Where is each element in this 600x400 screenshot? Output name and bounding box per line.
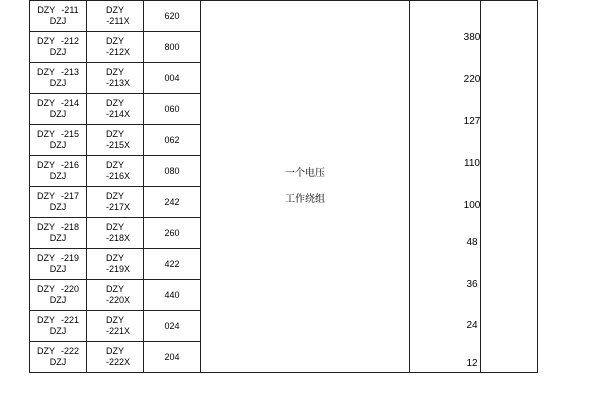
type-b-pair [87, 98, 143, 120]
type-a-top-prefix: DZY [36, 284, 55, 294]
type-a-bottom-prefix: DZJ [49, 78, 67, 88]
cell-code [144, 156, 201, 187]
type-b-suffix: -219X [105, 264, 131, 274]
type-b-top-line [87, 253, 143, 264]
cell-type-b [87, 342, 144, 373]
type-a-pair [30, 315, 86, 337]
type-a-bottom-prefix: DZJ [49, 16, 67, 26]
type-a-bottom-prefix: DZJ [49, 202, 67, 212]
type-a-top-prefix: DZY [36, 160, 55, 170]
type-a-pair [30, 346, 86, 368]
cell-voltage-values [410, 1, 481, 373]
cell-blank [481, 1, 538, 373]
type-b-top-line [87, 67, 143, 78]
cell-code [144, 125, 201, 156]
cell-code [144, 249, 201, 280]
type-b-pair [87, 253, 143, 275]
type-b-bottom-line [87, 295, 143, 306]
type-a-top-prefix: DZY [36, 98, 55, 108]
cell-type-b [87, 187, 144, 218]
type-a-top-line [30, 222, 86, 233]
cell-type-b [87, 311, 144, 342]
type-b-bottom-line [87, 47, 143, 58]
type-a-top-line [30, 346, 86, 357]
cell-type-a [30, 63, 87, 94]
type-b-top-prefix: DZY [106, 98, 124, 108]
type-b-suffix: -220X [105, 295, 131, 305]
type-a-pair [30, 160, 86, 182]
type-b-bottom-line [87, 171, 143, 182]
type-b-top-prefix: DZY [106, 284, 124, 294]
type-b-top-prefix: DZY [106, 315, 124, 325]
type-a-bottom-prefix: DZJ [49, 357, 67, 367]
code-text: 800 [164, 41, 180, 52]
type-a-top-line [30, 315, 86, 326]
type-b-top-line [87, 346, 143, 357]
type-a-top-suffix: -222 [60, 346, 79, 356]
code-text: 422 [164, 258, 180, 269]
type-a-pair [30, 129, 86, 151]
type-b-pair [87, 315, 143, 337]
type-a-bottom-prefix: DZJ [49, 264, 67, 274]
type-b-bottom-line [87, 326, 143, 337]
type-a-pair [30, 36, 86, 58]
type-a-bottom-line [30, 295, 86, 306]
type-b-pair [87, 284, 143, 306]
type-a-top-line [30, 98, 86, 109]
type-a-bottom-line [30, 109, 86, 120]
cell-code [144, 311, 201, 342]
type-b-top-line [87, 36, 143, 47]
cell-type-b [87, 156, 144, 187]
winding-note-line1: 一个电压 [285, 167, 325, 179]
cell-code [144, 218, 201, 249]
type-b-pair [87, 5, 143, 27]
type-a-bottom-line [30, 233, 86, 244]
type-a-top-line [30, 5, 86, 16]
voltage-value: 100 [463, 200, 481, 211]
type-a-top-suffix: -219 [60, 253, 79, 263]
type-a-top-prefix: DZY [36, 315, 55, 325]
type-a-bottom-prefix: DZJ [49, 233, 67, 243]
type-a-top-line [30, 191, 86, 202]
type-b-top-prefix: DZY [106, 129, 124, 139]
type-a-top-suffix: -211 [61, 5, 79, 15]
type-b-suffix: -214X [105, 109, 131, 119]
table-row [30, 1, 538, 32]
type-a-bottom-line [30, 357, 86, 368]
type-a-top-suffix: -214 [60, 98, 79, 108]
type-a-top-prefix: DZY [36, 253, 55, 263]
type-a-top-line [30, 253, 86, 264]
type-a-top-line [30, 67, 86, 78]
type-a-top-prefix: DZY [36, 191, 55, 201]
cell-type-a [30, 94, 87, 125]
type-b-top-line [87, 129, 143, 140]
code-text: 242 [164, 196, 180, 207]
type-b-bottom-line [87, 16, 143, 27]
type-b-top-line [87, 160, 143, 171]
table-body [30, 1, 538, 373]
type-b-bottom-line [87, 140, 143, 151]
type-b-suffix: -212X [105, 47, 131, 57]
type-b-top-line [87, 315, 143, 326]
type-a-top-prefix: DZY [36, 36, 55, 46]
type-a-top-suffix: -215 [60, 129, 79, 139]
type-b-top-line [87, 98, 143, 109]
type-b-pair [87, 129, 143, 151]
cell-type-a [30, 342, 87, 373]
type-b-pair [87, 222, 143, 244]
cell-type-a [30, 311, 87, 342]
type-a-bottom-line [30, 202, 86, 213]
type-b-bottom-line [87, 202, 143, 213]
cell-type-b [87, 249, 144, 280]
type-a-top-suffix: -220 [60, 284, 79, 294]
cell-type-b [87, 218, 144, 249]
cell-type-b [87, 125, 144, 156]
cell-type-a [30, 1, 87, 32]
voltage-value: 110 [464, 158, 480, 169]
code-text: 024 [164, 320, 180, 331]
type-b-suffix: -218X [105, 233, 131, 243]
cell-code [144, 94, 201, 125]
specification-table [29, 0, 538, 373]
cell-type-b [87, 63, 144, 94]
type-a-pair [30, 98, 86, 120]
type-b-suffix: -215X [105, 140, 131, 150]
cell-code [144, 187, 201, 218]
type-b-top-prefix: DZY [106, 253, 124, 263]
type-a-top-suffix: -212 [60, 36, 79, 46]
voltage-value: 36 [466, 279, 478, 290]
type-a-top-line [30, 129, 86, 140]
type-b-suffix: -216X [105, 171, 131, 181]
type-a-top-prefix: DZY [36, 346, 55, 356]
type-a-top-prefix: DZY [36, 222, 55, 232]
type-a-top-suffix: -218 [60, 222, 79, 232]
type-a-bottom-line [30, 16, 86, 27]
type-a-bottom-line [30, 140, 86, 151]
type-b-suffix: -211X [106, 16, 130, 26]
type-a-top-suffix: -217 [60, 191, 79, 201]
type-a-top-suffix: -216 [60, 160, 79, 170]
cell-type-a [30, 125, 87, 156]
type-a-top-line [30, 284, 86, 295]
code-text: 440 [164, 289, 180, 300]
cell-code [144, 342, 201, 373]
type-a-top-prefix: DZY [36, 67, 55, 77]
type-b-pair [87, 160, 143, 182]
type-a-bottom-prefix: DZJ [49, 109, 67, 119]
code-text: 004 [164, 72, 180, 83]
type-b-pair [87, 67, 143, 89]
type-a-bottom-prefix: DZJ [49, 326, 67, 336]
type-b-top-line [87, 191, 143, 202]
type-a-top-suffix: -221 [60, 315, 79, 325]
type-b-bottom-line [87, 78, 143, 89]
voltage-value: 12 [466, 358, 478, 369]
type-b-suffix: -222X [105, 357, 131, 367]
type-b-bottom-line [87, 109, 143, 120]
type-b-top-prefix: DZY [106, 222, 124, 232]
cell-type-b [87, 32, 144, 63]
voltage-value: 48 [466, 237, 478, 248]
cell-type-a [30, 156, 87, 187]
code-text: 062 [164, 134, 180, 145]
code-text: 060 [164, 103, 180, 114]
voltage-value: 380 [463, 32, 481, 43]
type-a-top-line [30, 160, 86, 171]
type-a-bottom-prefix: DZJ [49, 171, 67, 181]
type-a-bottom-prefix: DZJ [49, 295, 67, 305]
type-a-bottom-prefix: DZJ [49, 140, 67, 150]
type-a-bottom-line [30, 78, 86, 89]
type-b-bottom-line [87, 264, 143, 275]
type-b-top-line [87, 284, 143, 295]
type-b-pair [87, 36, 143, 58]
type-b-top-line [87, 5, 143, 16]
cell-type-a [30, 280, 87, 311]
type-b-pair [87, 191, 143, 213]
cell-code [144, 32, 201, 63]
type-a-top-prefix: DZY [36, 129, 55, 139]
cell-code [144, 63, 201, 94]
cell-type-a [30, 32, 87, 63]
type-a-top-line [30, 36, 86, 47]
winding-note-line2: 工作绕组 [285, 193, 325, 205]
type-a-bottom-line [30, 264, 86, 275]
type-b-bottom-line [87, 233, 143, 244]
type-b-top-prefix: DZY [106, 346, 124, 356]
cell-code [144, 1, 201, 32]
type-a-top-suffix: -213 [60, 67, 79, 77]
voltage-value: 127 [463, 116, 481, 127]
type-a-top-prefix: DZY [37, 5, 56, 15]
code-text: 204 [164, 351, 180, 362]
code-text: 260 [164, 227, 180, 238]
type-b-top-line [87, 222, 143, 233]
voltage-value: 24 [466, 320, 478, 331]
type-b-top-prefix: DZY [106, 67, 124, 77]
cell-type-b [87, 1, 144, 32]
type-a-pair [30, 284, 86, 306]
cell-type-b [87, 280, 144, 311]
cell-winding-note [201, 1, 410, 373]
type-a-bottom-line [30, 47, 86, 58]
type-a-pair [30, 191, 86, 213]
type-a-bottom-line [30, 171, 86, 182]
type-b-suffix: -217X [105, 202, 131, 212]
cell-type-a [30, 187, 87, 218]
type-b-top-prefix: DZY [106, 36, 124, 46]
code-text: 080 [164, 165, 180, 176]
type-a-pair [30, 222, 86, 244]
type-b-pair [87, 346, 143, 368]
code-text: 620 [164, 10, 180, 21]
winding-note [201, 167, 409, 207]
cell-type-a [30, 249, 87, 280]
cell-code [144, 280, 201, 311]
type-b-top-prefix: DZY [106, 160, 124, 170]
type-a-pair [30, 5, 86, 27]
type-b-suffix: -213X [105, 78, 131, 88]
type-a-pair [30, 253, 86, 275]
cell-type-b [87, 94, 144, 125]
type-b-top-prefix: DZY [106, 191, 124, 201]
type-b-top-prefix: DZY [106, 5, 124, 15]
type-a-bottom-line [30, 326, 86, 337]
voltage-value: 220 [463, 74, 481, 85]
type-b-suffix: -221X [105, 326, 131, 336]
cell-type-a [30, 218, 87, 249]
type-b-bottom-line [87, 357, 143, 368]
type-a-bottom-prefix: DZJ [49, 47, 67, 57]
type-a-pair [30, 67, 86, 89]
